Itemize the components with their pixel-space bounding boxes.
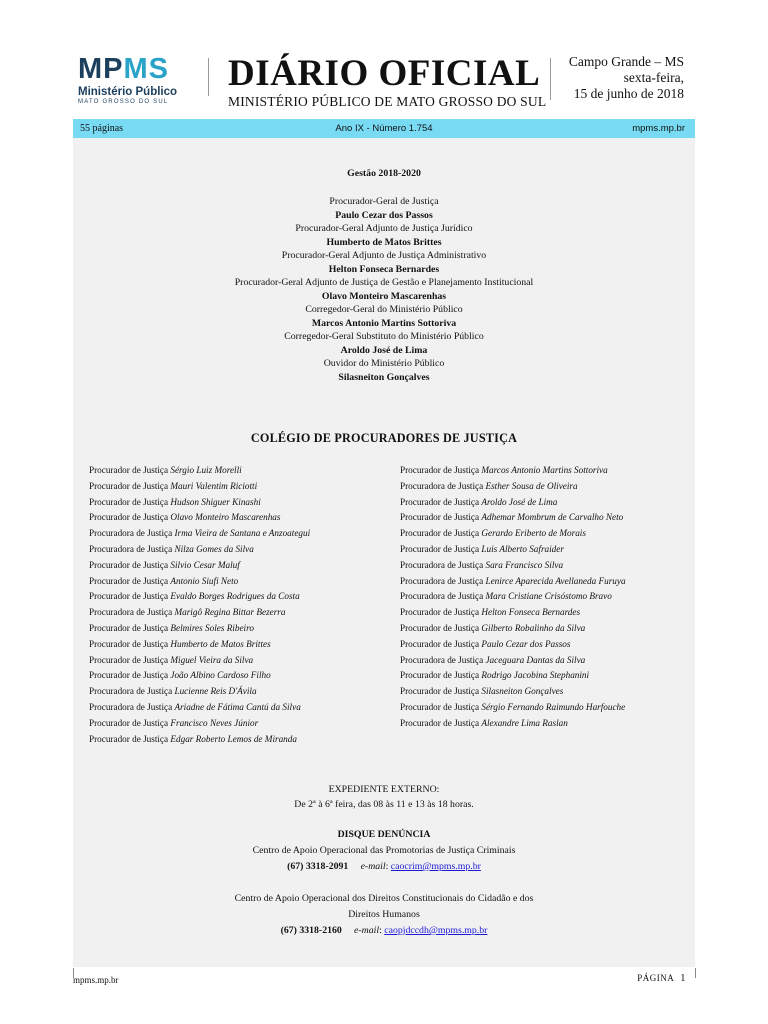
management-name: Aroldo José de Lima <box>340 344 428 356</box>
disque-contact-dh: (67) 3318-2160 e-mail: caopjdccdh@mpms.mp.br <box>280 925 488 936</box>
procurador-name: Edgar Roberto Lemos de Miranda <box>170 733 297 744</box>
logo-state: MATO GROSSO DO SUL <box>78 99 169 105</box>
footer-page-number <box>637 973 686 984</box>
mpms-logo <box>78 54 182 105</box>
email-dh-link[interactable]: caopjdccdh@mpms.mp.br <box>384 925 488 936</box>
disque-title: DISQUE DENÚNCIA <box>337 829 431 840</box>
bar-site-link[interactable]: mpms.mp.br <box>632 123 685 134</box>
procurador-name: Antonio Siufi Neto <box>170 575 239 586</box>
procurador-name: João Albino Cardoso Filho <box>170 670 271 681</box>
procurador-entry <box>89 684 310 700</box>
colegio-heading: COLÉGIO DE PROCURADORES DE JUSTIÇA <box>250 431 518 445</box>
procurador-name: Humberto de Matos Brittes <box>170 638 271 649</box>
procurador-title: Procuradora de Justiça <box>89 686 173 697</box>
header-divider-left <box>208 58 209 96</box>
logo-wordmark: MPMS <box>78 53 169 85</box>
header-city: Campo Grande – MS <box>568 54 684 69</box>
procurador-title: Procurador de Justiça <box>89 670 169 681</box>
procurador-name: Irma Vieira de Santana e Anzoategui <box>174 528 311 539</box>
disque-contact-criminal: (67) 3318-2091 e-mail: caocrim@mpms.mp.br <box>287 861 481 872</box>
management-role: Procurador-Geral de Justiça <box>329 196 439 207</box>
procurador-title: Procurador de Justiça <box>400 465 480 475</box>
header-divider-right <box>550 58 551 100</box>
page-title: DIÁRIO OFICIAL <box>228 53 541 94</box>
procurador-title: Procurador de Justiça <box>400 701 480 712</box>
expediente-block <box>73 782 695 812</box>
management-name: Humberto de Matos Brittes <box>326 236 442 248</box>
header-date-block <box>569 54 684 102</box>
management-role: Procurador-Geral Adjunto de Justiça Administrativo <box>281 250 487 261</box>
procurador-title: Procurador de Justiça <box>89 512 169 523</box>
procurador-title: Procuradora de Justiça <box>89 607 173 618</box>
procurador-name: Sara Francisco Silva <box>485 559 564 570</box>
procurador-name: Marcos Antonio Martins Sottoriva <box>481 465 608 475</box>
procurador-entry <box>400 637 626 653</box>
email-label: e-mail <box>360 861 386 872</box>
procurador-entry <box>89 479 310 495</box>
page-label: PÁGINA <box>637 973 675 983</box>
procurador-entry <box>400 653 626 669</box>
procurador-entry <box>89 716 310 732</box>
procurador-title: Procurador de Justiça <box>400 686 480 697</box>
procurador-title: Procurador de Justiça <box>400 543 480 554</box>
procurador-title: Procurador de Justiça <box>400 607 480 618</box>
procurador-entry <box>400 668 626 684</box>
procurador-name: Luis Alberto Safraider <box>481 543 564 554</box>
procurador-name: Helton Fonseca Bernardes <box>481 607 581 618</box>
procurador-entry <box>89 574 310 590</box>
header-weekday: sexta-feira, <box>623 70 684 85</box>
procurador-title: Procurador de Justiça <box>89 496 169 507</box>
procurador-entry <box>400 589 626 605</box>
page-count: 55 páginas <box>80 123 124 134</box>
procurador-title: Procurador de Justiça <box>89 654 169 665</box>
procurador-entry <box>400 510 626 526</box>
procurador-entry <box>400 700 626 716</box>
management-name: Silasneiton Gonçalves <box>338 371 430 383</box>
procurador-entry <box>89 510 310 526</box>
procurador-title: Procurador de Justiça <box>89 591 169 602</box>
procurador-name: Belmires Soles Ribeiro <box>170 622 254 633</box>
procurador-name: Alexandre Lima Raslan <box>481 717 568 728</box>
procurador-title: Procurador de Justiça <box>89 465 169 475</box>
procurador-name: Miguel Vieira da Silva <box>170 654 254 665</box>
procurador-name: Francisco Neves Júnior <box>170 717 259 728</box>
procurador-entry <box>400 574 626 590</box>
logo-subtitle: Ministério Público <box>78 86 178 98</box>
procurador-title: Procurador de Justiça <box>89 559 169 570</box>
footer-site-link[interactable]: mpms.mp.br <box>73 975 119 985</box>
procurador-name: Nilza Gomes da Silva <box>174 543 254 554</box>
management-role: Corregedor-Geral Substituto do Ministério Público <box>284 331 484 342</box>
procurador-entry <box>89 605 310 621</box>
disque-center-criminal: Centro de Apoio Operacional das Promotorias de Justiça Criminais <box>252 845 516 856</box>
procurador-title: Procurador de Justiça <box>89 733 169 744</box>
phone-criminal: (67) 3318-2091 <box>287 861 349 872</box>
management-role: Ouvidor do Ministério Público <box>323 358 445 369</box>
management-name: Paulo Cezar dos Passos <box>335 209 433 221</box>
procurador-name: Sérgio Luiz Morelli <box>170 465 242 475</box>
management-name: Marcos Antonio Martins Sottoriva <box>311 317 457 329</box>
procurador-entry <box>400 479 626 495</box>
email-criminal-link[interactable]: caocrim@mpms.mp.br <box>390 861 481 872</box>
procurador-entry <box>89 653 310 669</box>
procurador-title: Procuradora de Justiça <box>400 480 484 491</box>
procurador-name: Paulo Cezar dos Passos <box>481 638 571 649</box>
procurador-title: Procuradora de Justiça <box>89 528 173 539</box>
procurador-entry <box>89 589 310 605</box>
procurador-entry <box>89 621 310 637</box>
procurador-entry <box>89 526 310 542</box>
procurador-entry <box>89 542 310 558</box>
procurador-entry <box>400 684 626 700</box>
procurador-entry <box>89 463 310 479</box>
procurador-name: Jaceguara Dantas da Silva <box>485 654 586 665</box>
colegio-left-column <box>89 463 310 747</box>
procurador-name: Silasneiton Gonçalves <box>481 686 564 697</box>
procurador-entry <box>400 716 626 732</box>
procurador-entry <box>89 668 310 684</box>
footer-tick-right <box>695 968 696 978</box>
procurador-title: Procuradora de Justiça <box>89 701 173 712</box>
procurador-entry <box>89 558 310 574</box>
email-label-dh: e-mail <box>354 925 380 936</box>
procurador-name: Sérgio Fernando Raimundo Harfouche <box>481 701 626 712</box>
procurador-entry <box>400 542 626 558</box>
page-number: 1 <box>680 973 686 984</box>
procurador-title: Procurador de Justiça <box>400 528 480 539</box>
procurador-title: Procurador de Justiça <box>89 575 169 586</box>
procurador-title: Procurador de Justiça <box>400 670 480 681</box>
management-role: Corregedor-Geral do Ministério Público <box>305 304 463 315</box>
header-date: 15 de junho de 2018 <box>573 86 684 101</box>
procurador-name: Gilberto Robalinho da Silva <box>481 622 586 633</box>
procurador-entry <box>89 495 310 511</box>
procurador-name: Lenirce Aparecida Avellaneda Furuya <box>485 575 626 586</box>
procurador-entry <box>400 621 626 637</box>
disque-block <box>73 827 695 875</box>
procurador-title: Procurador de Justiça <box>89 480 169 491</box>
procurador-name: Gerardo Eriberto de Morais <box>481 528 586 539</box>
expediente-title: EXPEDIENTE EXTERNO: <box>328 784 440 795</box>
procurador-title: Procurador de Justiça <box>400 622 480 633</box>
procurador-name: Esther Sousa de Oliveira <box>485 480 578 491</box>
management-name: Helton Fonseca Bernardes <box>328 263 440 275</box>
procurador-name: Lucienne Reis D'Ávila <box>174 686 257 697</box>
procurador-name: Mara Cristiane Crisóstomo Bravo <box>485 591 612 602</box>
procurador-entry <box>89 700 310 716</box>
procurador-name: Adhemar Mombrum de Carvalho Neto <box>481 512 624 523</box>
center-dh-line2: Direitos Humanos <box>348 909 420 920</box>
procurador-entry <box>400 463 626 479</box>
procurador-entry <box>400 526 626 542</box>
management-role: Procurador-Geral Adjunto de Justiça de Gestão e Planejamento Institucional <box>234 277 534 288</box>
procurador-entry <box>400 605 626 621</box>
management-heading: Gestão 2018-2020 <box>347 168 421 179</box>
procurador-title: Procurador de Justiça <box>89 638 169 649</box>
procurador-title: Procurador de Justiça <box>400 496 480 507</box>
procurador-entry <box>400 558 626 574</box>
procurador-title: Procuradora de Justiça <box>400 575 484 586</box>
page-subtitle: MINISTÉRIO PÚBLICO DE MATO GROSSO DO SUL <box>228 94 547 109</box>
procurador-entry <box>400 495 626 511</box>
phone-dh: (67) 3318-2160 <box>280 925 342 936</box>
procurador-name: Mauri Valentim Riciotti <box>170 480 258 491</box>
procurador-name: Rodrigo Jacobina Stephanini <box>481 670 590 681</box>
procurador-entry <box>89 732 310 748</box>
procurador-title: Procuradora de Justiça <box>400 654 484 665</box>
procurador-name: Hudson Shiguer Kinashi <box>170 496 261 507</box>
issue-number: Ano IX - Número 1.754 <box>335 123 433 134</box>
procurador-name: Ariadne de Fátima Cantú da Silva <box>174 701 301 712</box>
procurador-name: Evaldo Borges Rodrigues da Costa <box>170 591 300 602</box>
colegio-right-column <box>400 463 626 732</box>
procurador-name: Olavo Monteiro Mascarenhas <box>170 512 281 523</box>
procurador-title: Procuradora de Justiça <box>89 543 173 554</box>
procurador-entry <box>89 637 310 653</box>
procurador-title: Procurador de Justiça <box>400 512 480 523</box>
procurador-title: Procuradora de Justiça <box>400 559 484 570</box>
expediente-hours: De 2ª à 6ª feira, das 08 às 11 e 13 às 18 horas. <box>294 799 474 810</box>
procurador-name: Silvio Cesar Maluf <box>170 559 240 570</box>
direitos-humanos-block <box>73 891 695 939</box>
issue-info-bar <box>73 119 695 138</box>
management-name: Olavo Monteiro Mascarenhas <box>321 290 447 302</box>
management-list <box>73 195 695 384</box>
procurador-name: Marigô Regina Bittar Bezerra <box>174 607 286 618</box>
procurador-title: Procurador de Justiça <box>89 622 169 633</box>
center-dh-line1: Centro de Apoio Operacional dos Direitos Constitucionais do Cidadão e dos <box>234 893 534 904</box>
procurador-name: Aroldo José de Lima <box>481 496 558 507</box>
content-panel <box>73 138 695 967</box>
procurador-title: Procuradora de Justiça <box>400 591 484 602</box>
procurador-title: Procurador de Justiça <box>400 717 480 728</box>
procurador-title: Procurador de Justiça <box>400 638 480 649</box>
procurador-title: Procurador de Justiça <box>89 717 169 728</box>
management-role: Procurador-Geral Adjunto de Justiça Jurídico <box>295 223 473 234</box>
